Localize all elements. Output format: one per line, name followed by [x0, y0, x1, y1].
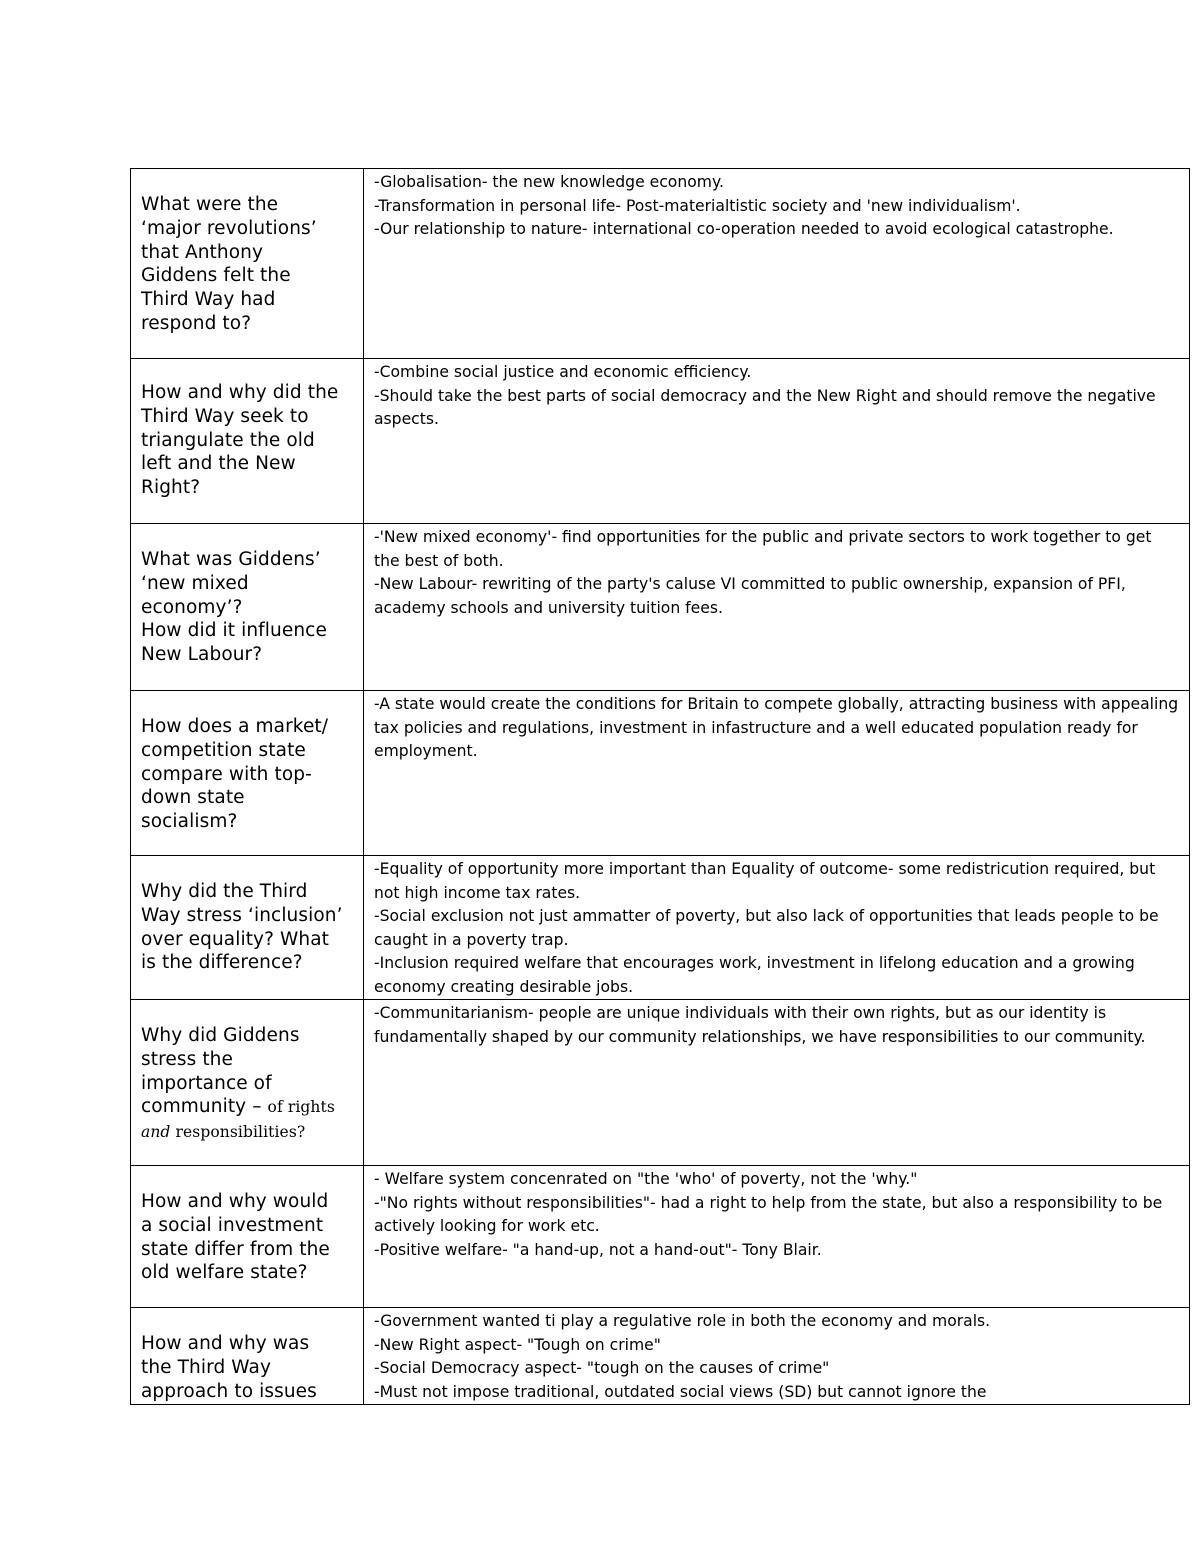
- answer-line: -Social exclusion not just ammatter of poverty, but also lack of opportunities that leads people to be caught in a poverty trap.: [374, 907, 1159, 949]
- answer-line: - Welfare system concenrated on "the 'who' of poverty, not the 'why.": [374, 1170, 918, 1188]
- answer-line: -Equality of opportunity more important than Equality of outcome- some redistricution required, but not high income tax rates.: [374, 860, 1156, 902]
- table-row: [131, 856, 1190, 1000]
- question-text: How and why was the Third Way approach to issues: [141, 1333, 317, 1402]
- answer-line: -Our relationship to nature- international co-operation needed to avoid ecological catastrophe.: [374, 220, 1114, 238]
- question-cell: [131, 169, 364, 359]
- question-cell: [131, 1000, 364, 1166]
- answer-line: -Must not impose traditional, outdated social views (SD) but cannot ignore the: [374, 1382, 987, 1401]
- answer-line: -Social Democracy aspect- "tough on the causes of crime": [374, 1359, 830, 1377]
- answer-line: -New Right aspect- "Tough on crime": [374, 1335, 661, 1354]
- table-row: [131, 1308, 1190, 1405]
- question-text: Why did the Third Way stress ‘inclusion’ over equality? What is the difference?: [141, 881, 343, 974]
- question-text: Why did Giddens stress the importance of community –: [141, 1025, 300, 1118]
- answer-cell: [364, 691, 1190, 856]
- question-text-wrap: [141, 1024, 353, 1145]
- answer-cell: [364, 1308, 1190, 1405]
- question-cell: [131, 524, 364, 691]
- question-cell: [131, 1308, 364, 1405]
- question-cell: [131, 359, 364, 524]
- answer-cell: [364, 169, 1190, 359]
- answer-cell: [364, 1000, 1190, 1166]
- answer-line: -Globalisation- the new knowledge economy.: [374, 173, 724, 191]
- answer-cell: [364, 1166, 1190, 1308]
- answer-line: -A state would create the conditions for Britain to compete globally, attracting business with appealing tax policies and regulations, investment in infastructure and a well educated population ready for employment.: [374, 695, 1179, 760]
- question-text: How and why did the Third Way seek to triangulate the old left and the New Right?: [141, 382, 339, 499]
- question-text: How does a market/ competition state compare with top- down state socialism?: [141, 716, 329, 833]
- table-row: [131, 1000, 1190, 1166]
- answer-line: -"No rights without responsibilities"- had a right to help from the state, but also a responsibility to be actively looking for work etc.: [374, 1193, 1163, 1235]
- answer-line: -Communitarianism- people are unique individuals with their own rights, but as our identity is fundamentally shaped by our community relationships, we have responsibilities to our community.: [374, 1004, 1146, 1046]
- answer-line: -Government wanted ti play a regulative role in both the economy and morals.: [374, 1312, 991, 1330]
- answer-line: -Inclusion required welfare that encourages work, investment in lifelong education and a growing economy creating desirable jobs.: [374, 954, 1135, 996]
- table-row: [131, 691, 1190, 856]
- table-row: [131, 1166, 1190, 1308]
- answer-line: -Positive welfare- "a hand-up, not a hand-out"- Tony Blair.: [374, 1240, 822, 1259]
- question-tail-italic: and: [141, 1123, 171, 1142]
- table-row: [131, 359, 1190, 524]
- question-text: What were the ‘major revolutions’ that Anthony Giddens felt the Third Way had respond to?: [141, 194, 317, 334]
- answer-cell: [364, 359, 1190, 524]
- question-tail: of rights: [267, 1098, 335, 1117]
- question-cell: [131, 1166, 364, 1308]
- question-text: How and why would a social investment state differ from the old welfare state?: [141, 1191, 330, 1284]
- answer-cell: [364, 856, 1190, 1000]
- answer-line: -'New mixed economy'- find opportunities for the public and private sectors to work together to get the best of both.: [374, 528, 1152, 570]
- question-cell: [131, 856, 364, 1000]
- table-row: [131, 524, 1190, 691]
- table-row: [131, 169, 1190, 359]
- answer-line: -Should take the best parts of social democracy and the New Right and should remove the negative aspects.: [374, 386, 1156, 428]
- answer-line: -Combine social justice and economic efficiency.: [374, 363, 752, 381]
- answer-cell: [364, 524, 1190, 691]
- question-tail: responsibilities?: [170, 1123, 306, 1142]
- question-cell: [131, 691, 364, 856]
- question-text: What was Giddens’ ‘new mixed economy’? How did it influence New Labour?: [141, 549, 327, 666]
- qa-table: [130, 168, 1190, 1405]
- answer-line: -New Labour- rewriting of the party's caluse VI committed to public ownership, expansion of PFI, academy schools and university tuition fees.: [374, 575, 1126, 617]
- answer-line: -Transformation in personal life- Post-materialtistic society and 'new individualism'.: [374, 196, 1021, 215]
